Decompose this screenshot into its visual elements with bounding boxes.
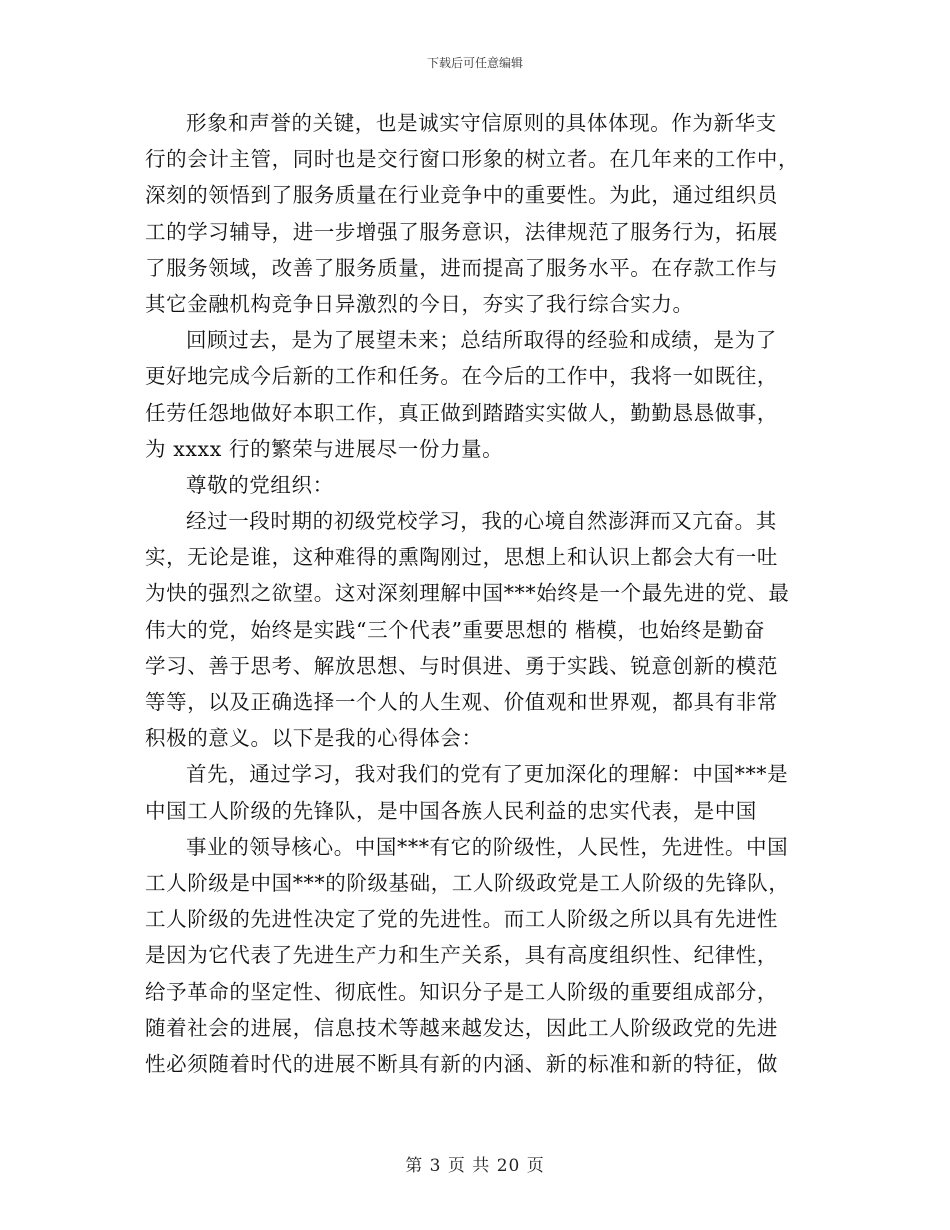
text-line: 经过一段时期的初级党校学习，我的心境自然澎湃而又亢奋。其 — [186, 509, 777, 534]
text-line: 为快的强烈之欲望。这对深刻理解中国***始终是一个最先进的党、最 — [145, 581, 790, 606]
page-number: 第 3 页 共 20 页 — [405, 1156, 545, 1176]
text-line: 性必须随着时代的进展不断具有新的内涵、新的标准和新的特征，做 — [145, 1051, 778, 1076]
text-line: 形象和声誉的关键，也是诚实守信原则的具体体现。作为新华支 — [186, 111, 777, 135]
text-line: 给予革命的坚定性、彻底性。知识分子是工人阶级的重要组成部分， — [145, 979, 778, 1004]
text-line: 深刻的领悟到了服务质量在行业竞争中的重要性。为此，通过组织员 — [145, 183, 778, 208]
text-line: 学习、善于思考、解放思想、与时俱进、勇于实践、锐意创新的模范 — [145, 653, 778, 678]
text-line: 伟大的党，始终是实践“三个代表”重要思想的 楷模，也始终是勤奋 — [145, 617, 766, 642]
text-line: 回顾过去，是为了展望未来；总结所取得的经验和成绩，是为了 — [186, 328, 777, 353]
text-line: 是因为它代表了先进生产力和生产关系，具有高度组织性、纪律性， — [145, 943, 778, 968]
text-line: 更好地完成今后新的工作和任务。在今后的工作中，我将一如既往， — [145, 364, 778, 389]
salutation: 尊敬的党组织： — [186, 472, 334, 497]
text-line: 实，无论是谁，这种难得的熏陶刚过，思想上和认识上都会大有一吐 — [145, 545, 778, 570]
text-line: 了服务领域，改善了服务质量，进而提高了服务水平。在存款工作与 — [145, 255, 778, 280]
header-note: 下载后可任意编辑 — [426, 56, 523, 70]
text-line: 积极的意义。以下是我的心得体会： — [145, 726, 483, 751]
text-line: 任劳任怨地做好本职工作，真正做到踏踏实实做人，勤勤恳恳做事， — [145, 400, 778, 425]
text-line: 工人阶级的先进性决定了党的先进性。而工人阶级之所以具有先进性 — [145, 907, 778, 932]
text-line: 工的学习辅导，进一步增强了服务意识，法律规范了服务行为，拓展 — [145, 219, 778, 244]
text-line: 随着社会的进展，信息技术等越来越发达，因此工人阶级政党的先进 — [145, 1015, 778, 1040]
body-text — [145, 105, 813, 1082]
text-line: 行的会计主管，同时也是交行窗口形象的树立者。在几年来的工作中， — [145, 147, 800, 172]
text-line: 中国工人阶级的先锋队，是中国各族人民利益的忠实代表，是中国 — [145, 798, 757, 823]
text-line: 事业的领导核心。中国***有它的阶级性，人民性，先进性。中国 — [186, 834, 789, 859]
text-line: 其它金融机构竞争日异激烈的今日，夯实了我行综合实力。 — [145, 291, 694, 316]
text-line: 工人阶级是中国***的阶级基础，工人阶级政党是工人阶级的先锋队， — [145, 870, 790, 895]
text-line: 为 xxxx 行的繁荣与进展尽一份力量。 — [145, 436, 504, 461]
text-line: 等等，以及正确选择一个人的人生观、价值观和世界观，都具有非常 — [145, 690, 778, 714]
text-line: 首先，通过学习，我对我们的党有了更加深化的理解：中国***是 — [186, 762, 789, 787]
